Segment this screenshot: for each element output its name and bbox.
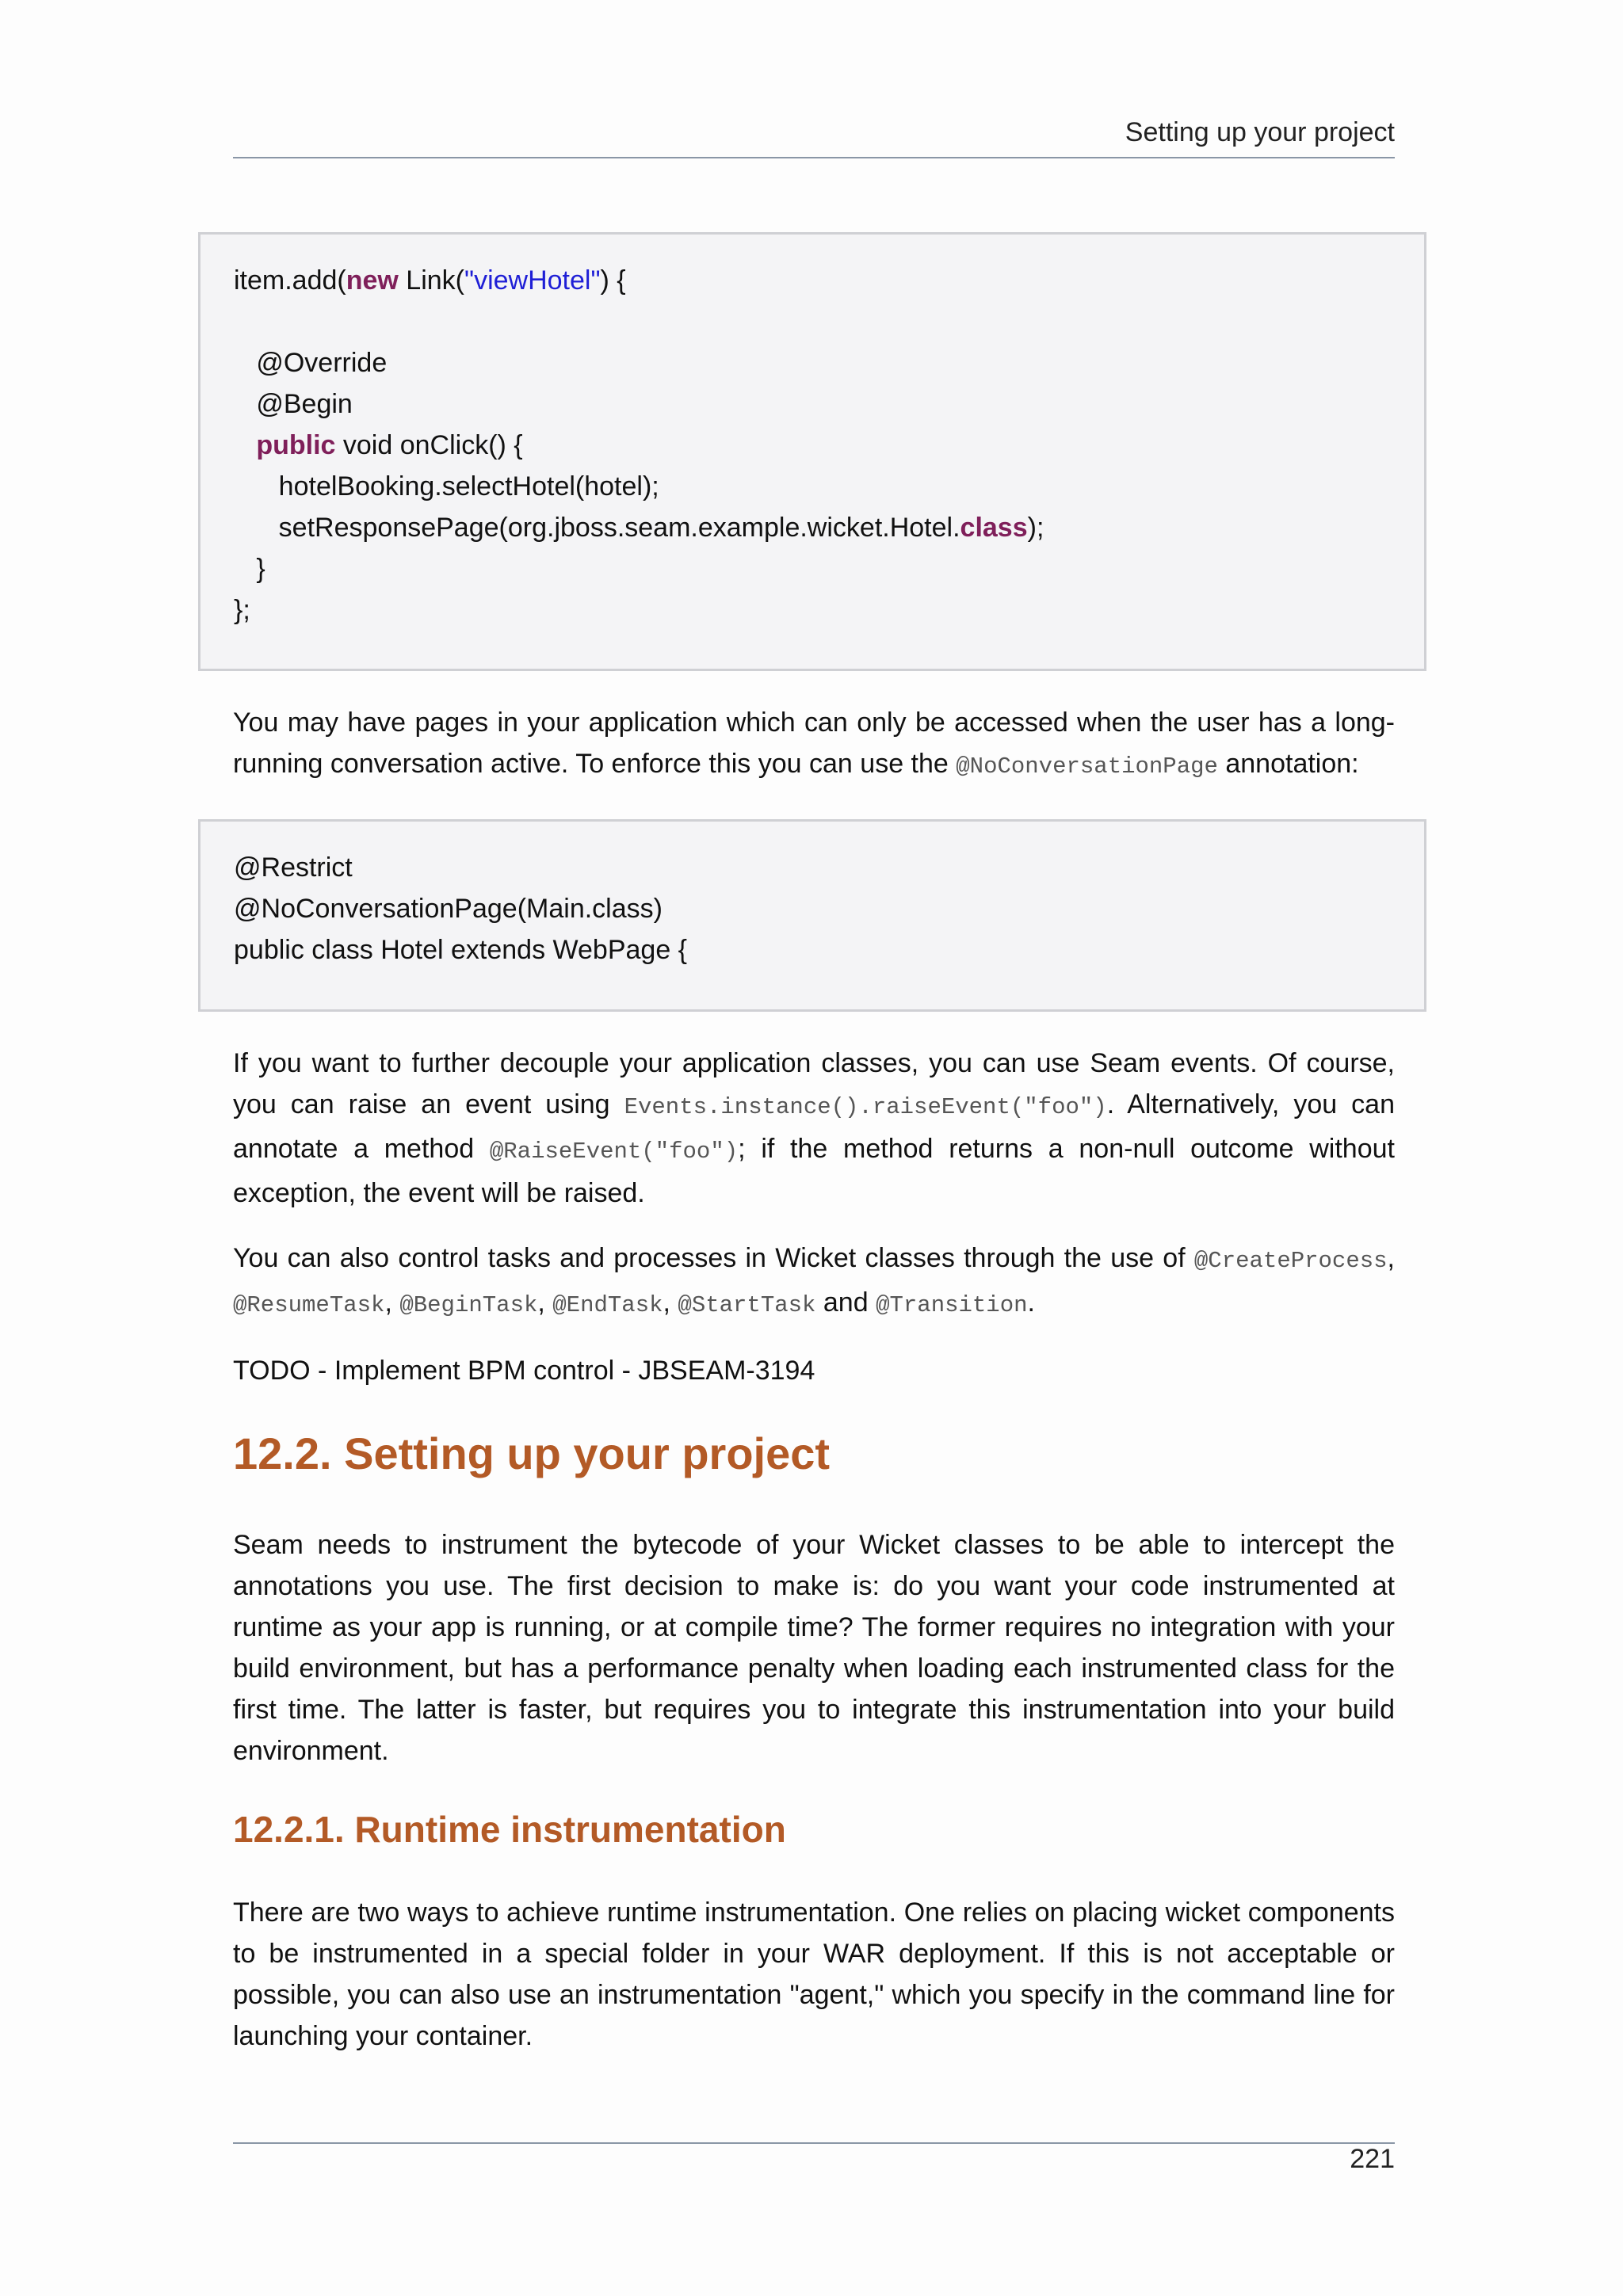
code-line: @Override [234, 348, 388, 378]
paragraph-tasks-processes: You can also control tasks and processes in Wicket classes through the use of @CreateProcess, @ResumeTask, @BeginTask, @EndTask, @StartTask and @Transition. [233, 1243, 1395, 1318]
header-rule [233, 157, 1395, 158]
inline-code: Events.instance().raiseEvent("foo") [624, 1094, 1107, 1120]
inline-code: @StartTask [678, 1292, 816, 1318]
code-keyword: class [960, 513, 1028, 543]
code-block-link [198, 232, 1426, 671]
inline-code: @RaiseEvent("foo") [489, 1138, 739, 1165]
code-string: "viewHotel" [464, 265, 601, 296]
inline-code: @NoConversationPage [956, 753, 1218, 780]
code-line: }; [234, 595, 250, 625]
code-line: setResponsePage(org.jboss.seam.example.wicket.Hotel.class); [234, 513, 1044, 543]
code-line: public class Hotel extends WebPage { [234, 935, 688, 965]
inline-code: @CreateProcess [1193, 1248, 1388, 1274]
paragraph-runtime-instrumentation: There are two ways to achieve runtime instrumentation. One relies on placing wicket components to be instrumented in a special folder in your WAR deployment. If this is not acceptable or possible, you can also use an instrumentation "agent," which you specify in the command line for launching your container. [233, 1897, 1395, 2051]
paragraph-seam-events: If you want to further decouple your application classes, you can use Seam events. Of course, you can raise an event using Events.instance().raiseEvent("foo"). Alternatively, you can annotate a method @RaiseEvent("foo"); if the method returns a non-null outcome without exception, the event will be raised. [233, 1048, 1395, 1208]
code-keyword: public [256, 430, 336, 460]
code-line: } [234, 554, 265, 584]
code-line-blank [234, 301, 1424, 342]
inline-code: @ResumeTask [233, 1292, 385, 1318]
inline-code: @Transition [876, 1292, 1028, 1318]
paragraph-instrumentation: Seam needs to instrument the bytecode of your Wicket classes to be able to intercept the annotations you use. The first decision to make is: do you want your code instrumented at runtime as your app is running, or at compile time? The former requires no integration with your build environment, but has a performance penalty when loading each instrumented class for the first time. The latter is faster, but requires you to integrate this instrumentation into your build environment. [233, 1530, 1395, 1766]
code-line: @Restrict [234, 852, 353, 883]
subsection-heading: 12.2.1. Runtime instrumentation [233, 1809, 786, 1850]
code-block-restrict [198, 819, 1426, 1012]
code-line: hotelBooking.selectHotel(hotel); [234, 471, 659, 502]
section-heading: 12.2. Setting up your project [233, 1428, 831, 1478]
code-keyword: new [346, 265, 399, 296]
running-header-title: Setting up your project [1125, 117, 1395, 147]
code-line: @Begin [234, 389, 353, 419]
paragraph-todo: TODO - Implement BPM control - JBSEAM-3194 [233, 1356, 815, 1386]
inline-code: @EndTask [552, 1292, 663, 1318]
paragraph-no-conversation: You may have pages in your application which can only be accessed when the user has a long-running conversation active. To enforce this you can use the @NoConversationPage annotation: [233, 707, 1395, 780]
page-number: 221 [1350, 2144, 1395, 2174]
code-line: public void onClick() { [256, 430, 523, 460]
inline-code: @BeginTask [399, 1292, 538, 1318]
code-line: item.add(new Link("viewHotel") { [234, 265, 626, 296]
code-line: @NoConversationPage(Main.class) [234, 894, 663, 924]
